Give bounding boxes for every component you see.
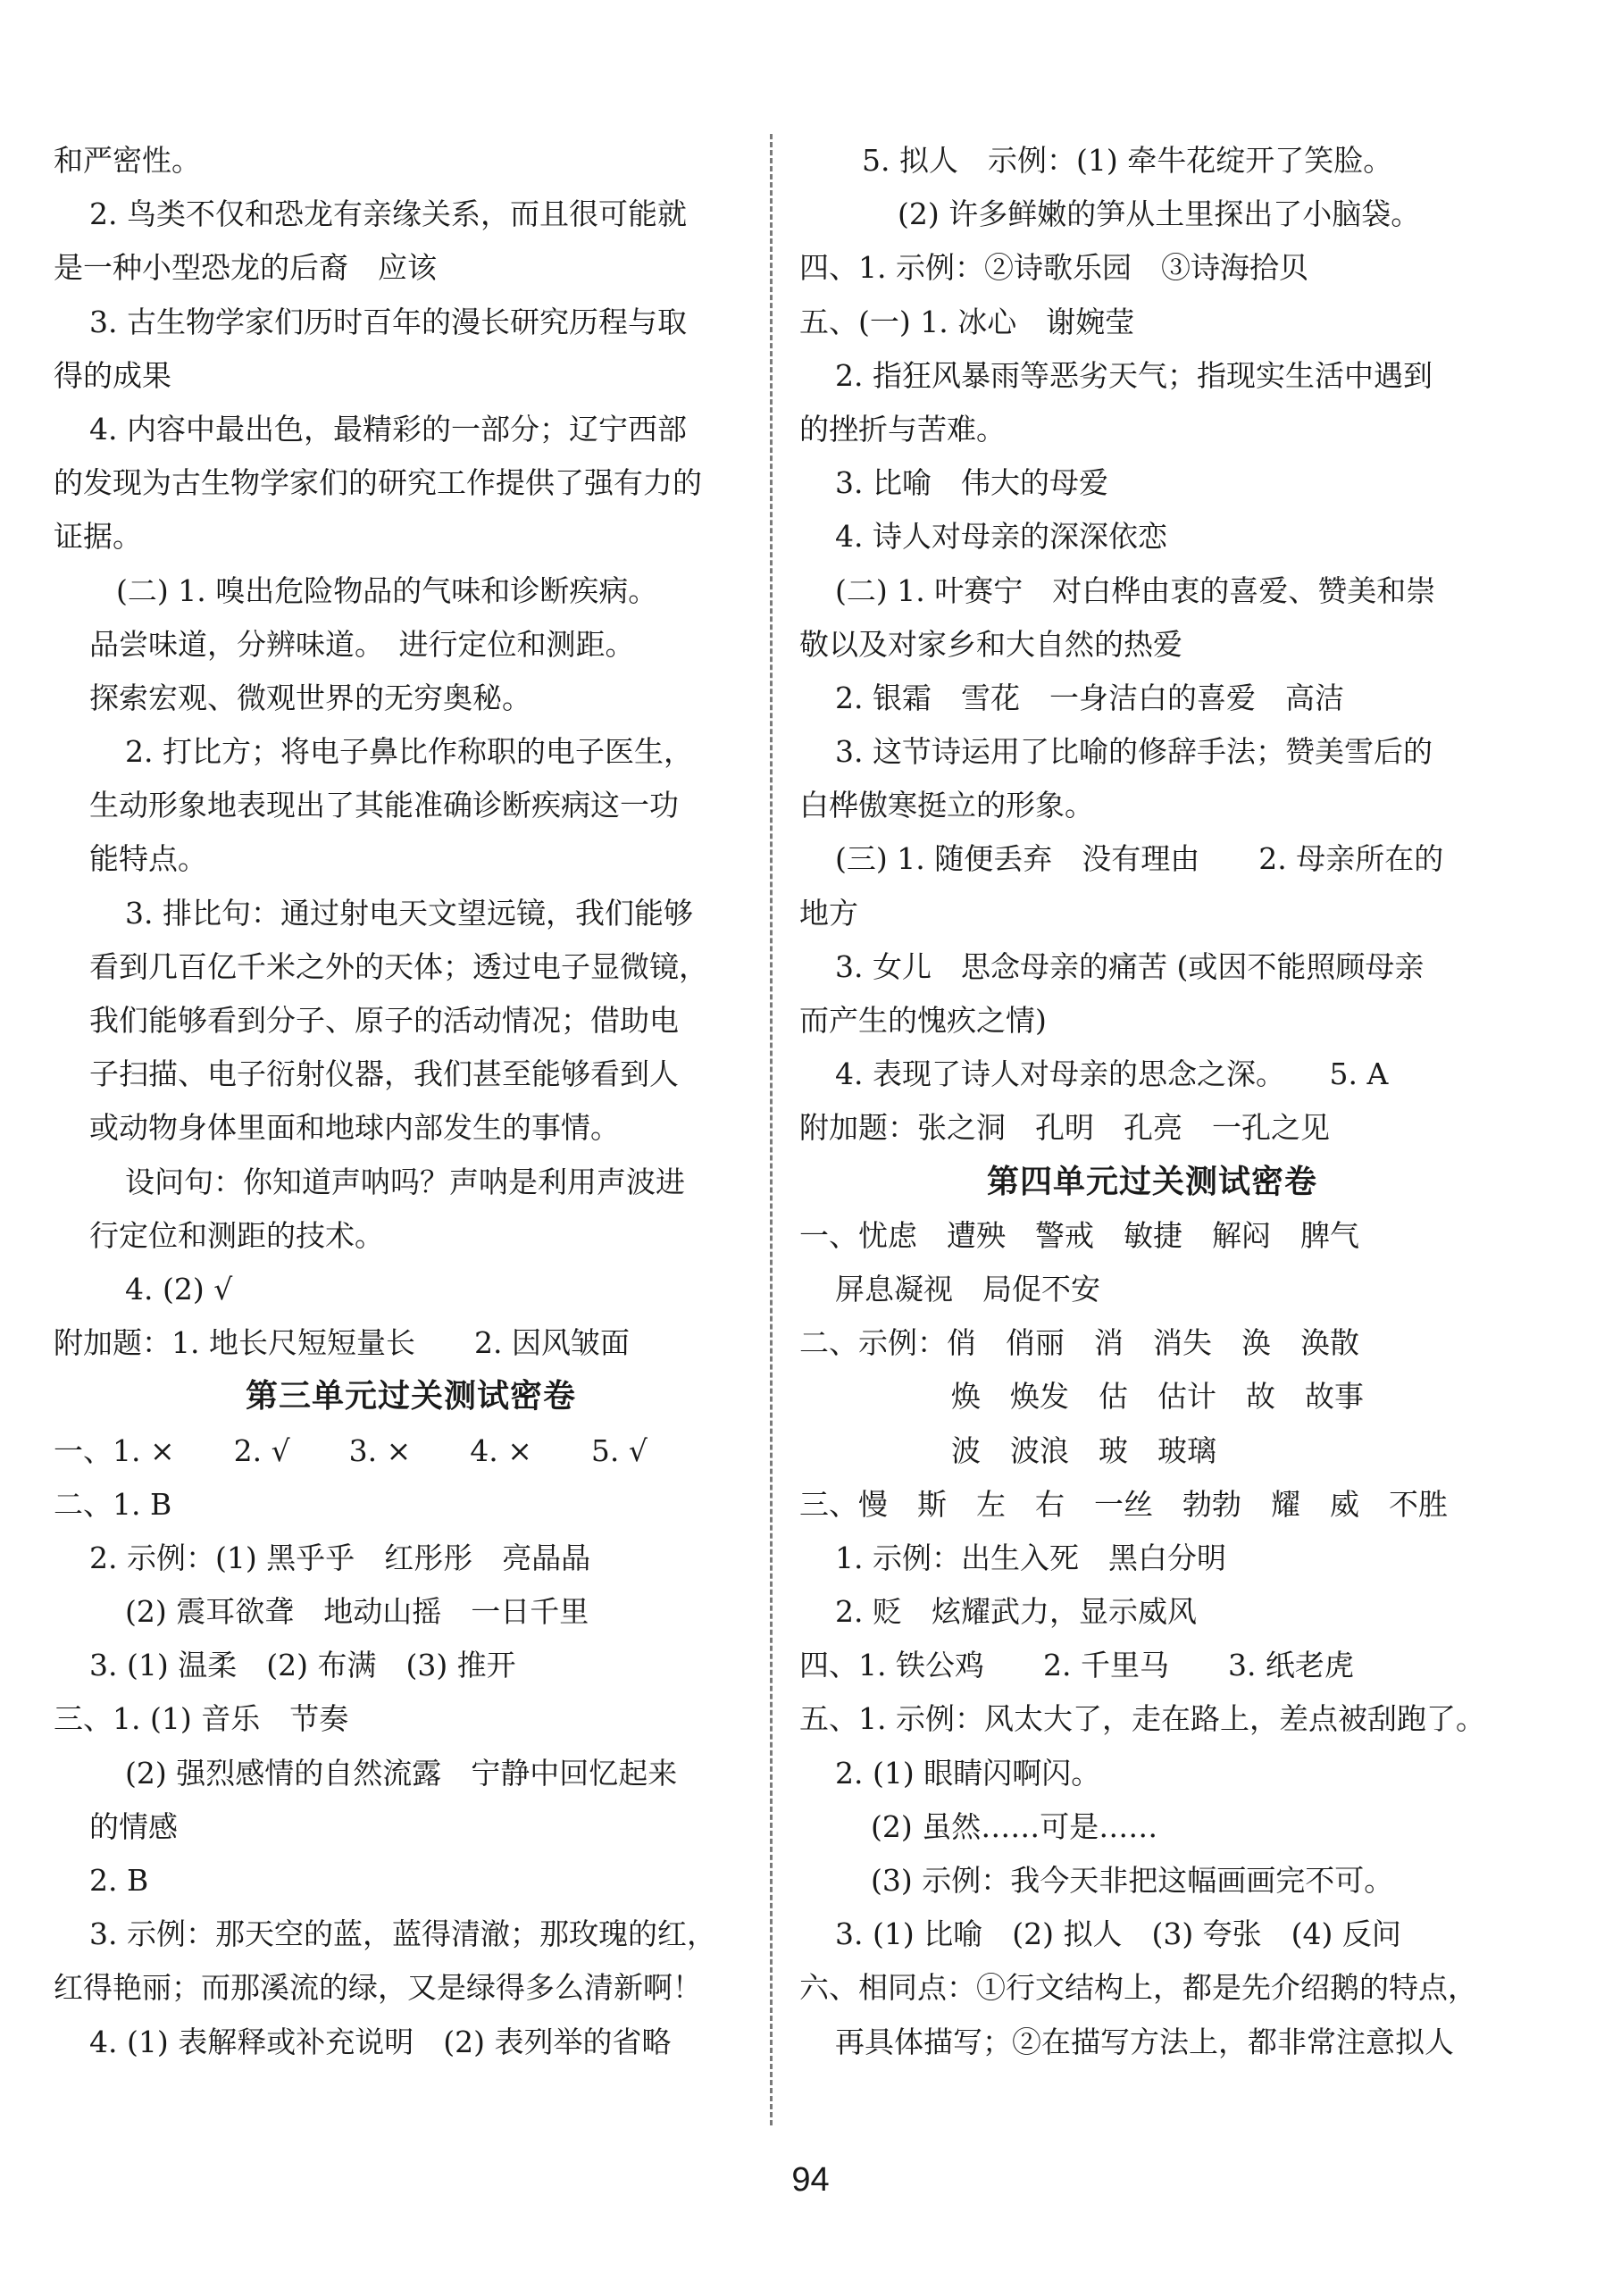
answer-line: 3. 排比句：通过射电天文望远镜，我们能够 (125, 895, 693, 931)
answer-line: 品尝味道，分辨味道。 进行定位和测距。 (89, 626, 635, 662)
answer-line: 地方 (799, 895, 858, 931)
answer-line: 4. 诗人对母亲的深深依恋 (835, 519, 1167, 555)
answer-line: 2. B (89, 1863, 149, 1898)
answer-line: 4. 表现了诗人对母亲的思念之深。 5. A (835, 1056, 1389, 1092)
answer-line: 二、示例：俏 俏丽 消 消失 涣 涣散 (799, 1325, 1359, 1361)
answer-line: 四、1. 示例：②诗歌乐园 ③诗海拾贝 (799, 250, 1308, 286)
answer-line: 2. 贬 炫耀武力，显示威风 (835, 1594, 1197, 1630)
answer-line: 2. 示例：(1) 黑乎乎 红彤彤 亮晶晶 (89, 1540, 591, 1575)
answer-line: 行定位和测距的技术。 (89, 1217, 384, 1253)
answer-line: 三、慢 斯 左 右 一丝 勃勃 耀 威 不胜 (799, 1486, 1448, 1522)
answer-line: 能特点。 (89, 841, 207, 877)
answer-line: (3) 示例：我今天非把这幅画画完不可。 (871, 1863, 1394, 1898)
answer-line: 2. 银霜 雪花 一身洁白的喜爱 高洁 (835, 680, 1344, 715)
answer-line: 3. 女儿 思念母亲的痛苦 (或因不能照顾母亲 (835, 948, 1425, 984)
answer-line: 附加题：张之洞 孔明 孔亮 一孔之见 (799, 1110, 1330, 1146)
answer-line: 二、1. B (54, 1486, 172, 1522)
page-number: 94 (791, 2161, 830, 2199)
answer-line: (二) 1. 嗅出危险物品的气味和诊断疾病。 (116, 572, 658, 608)
answer-line: 或动物身体里面和地球内部发生的事情。 (89, 1110, 620, 1146)
answer-line: 3. 这节诗运用了比喻的修辞手法；赞美雪后的 (835, 734, 1433, 770)
section-heading: 第三单元过关测试密卷 (245, 1378, 576, 1415)
answer-line: 生动形象地表现出了其能准确诊断疾病这一功 (89, 788, 679, 823)
answer-line: (2) 震耳欲聋 地动山摇 一日千里 (125, 1594, 589, 1630)
answer-line: 1. 示例：出生入死 黑白分明 (835, 1540, 1226, 1575)
answer-line: 3. 示例：那天空的蓝，蓝得清澈；那玫瑰的红， (89, 1916, 716, 1952)
answer-line: (二) 1. 叶赛宁 对白桦由衷的喜爱、赞美和崇 (835, 572, 1436, 608)
answer-line: (2) 许多鲜嫩的笋从土里探出了小脑袋。 (898, 196, 1421, 232)
answer-line: 和严密性。 (54, 143, 201, 178)
answer-line: 四、1. 铁公鸡 2. 千里马 3. 纸老虎 (799, 1648, 1354, 1683)
answer-line: 一、1. × 2. √ 3. × 4. × 5. √ (54, 1432, 648, 1468)
answer-line: 波 波浪 玻 玻璃 (951, 1432, 1216, 1468)
answer-line: 是一种小型恐龙的后裔 应该 (54, 250, 437, 286)
answer-line: 子扫描、电子衍射仪器，我们甚至能够看到人 (89, 1056, 679, 1092)
answer-line: (三) 1. 随便丢弃 没有理由 2. 母亲所在的 (835, 841, 1444, 877)
answer-line: 2. 指狂风暴雨等恶劣天气；指现实生活中遇到 (835, 357, 1433, 393)
answer-line: 白桦傲寒挺立的形象。 (799, 788, 1094, 823)
answer-line: (2) 虽然……可是…… (871, 1808, 1158, 1844)
answer-line: 再具体描写；②在描写方法上，都非常注意拟人 (835, 2024, 1454, 2059)
answer-line: 我们能够看到分子、原子的活动情况；借助电 (89, 1003, 679, 1038)
answer-line: 3. (1) 温柔 (2) 布满 (3) 推开 (89, 1648, 516, 1683)
answer-line: 5. 拟人 示例：(1) 牵牛花绽开了笑脸。 (862, 143, 1393, 178)
answer-line: 三、1. (1) 音乐 节奏 (54, 1701, 349, 1737)
answer-line: 五、(一) 1. 冰心 谢婉莹 (799, 304, 1135, 339)
answer-line: 4. (1) 表解释或补充说明 (2) 表列举的省略 (89, 2024, 672, 2059)
answer-line: 设问句：你知道声呐吗？声呐是利用声波进 (125, 1164, 685, 1199)
section-heading: 第四单元过关测试密卷 (986, 1163, 1317, 1200)
answer-line: 敬以及对家乡和大自然的热爱 (799, 626, 1182, 662)
answer-line: 五、1. 示例：风太大了，走在路上，差点被刮跑了。 (799, 1701, 1485, 1737)
answer-line: 2. 打比方；将电子鼻比作称职的电子医生， (125, 734, 693, 770)
answer-line: 3. 古生物学家们历时百年的漫长研究历程与取 (89, 304, 687, 339)
answer-line: 证据。 (54, 519, 142, 555)
column-divider (770, 134, 773, 2125)
answer-line: 红得艳丽；而那溪流的绿，又是绿得多么清新啊！ (54, 1970, 702, 2006)
answer-line: 看到几百亿千米之外的天体；透过电子显微镜， (89, 948, 708, 984)
answer-line: 2. 鸟类不仅和恐龙有亲缘关系，而且很可能就 (89, 196, 687, 232)
answer-line: 一、忧虑 遭殃 警戒 敏捷 解闷 脾气 (799, 1217, 1359, 1253)
right-column (799, 134, 1505, 2069)
answer-line: 的挫折与苦难。 (799, 411, 1006, 447)
answer-line: (2) 强烈感情的自然流露 宁静中回忆起来 (125, 1755, 678, 1791)
answer-line: 得的成果 (54, 357, 171, 393)
answer-line: 2. (1) 眼睛闪啊闪。 (835, 1755, 1101, 1791)
answer-line: 而产生的愧疚之情) (799, 1003, 1047, 1038)
answer-line: 焕 焕发 估 估计 故 故事 (951, 1379, 1364, 1415)
answer-line: 3. (1) 比喻 (2) 拟人 (3) 夸张 (4) 反问 (835, 1916, 1401, 1952)
answer-line: 探索宏观、微观世界的无穷奥秘。 (89, 680, 531, 715)
answer-line: 的发现为古生物学家们的研究工作提供了强有力的 (54, 465, 702, 501)
answer-line: 屏息凝视 局促不安 (835, 1271, 1100, 1307)
answer-line: 附加题：1. 地长尺短短量长 2. 因风皱面 (54, 1325, 630, 1361)
answer-line: 的情感 (89, 1808, 178, 1844)
answer-line: 3. 比喻 伟大的母爱 (835, 465, 1108, 501)
answer-line: 4. 内容中最出色，最精彩的一部分；辽宁西部 (89, 411, 687, 447)
left-column (54, 134, 768, 2069)
answer-line: 4. (2) √ (125, 1271, 233, 1307)
answer-line: 六、相同点：①行文结构上，都是先介绍鹅的特点， (799, 1970, 1477, 2006)
